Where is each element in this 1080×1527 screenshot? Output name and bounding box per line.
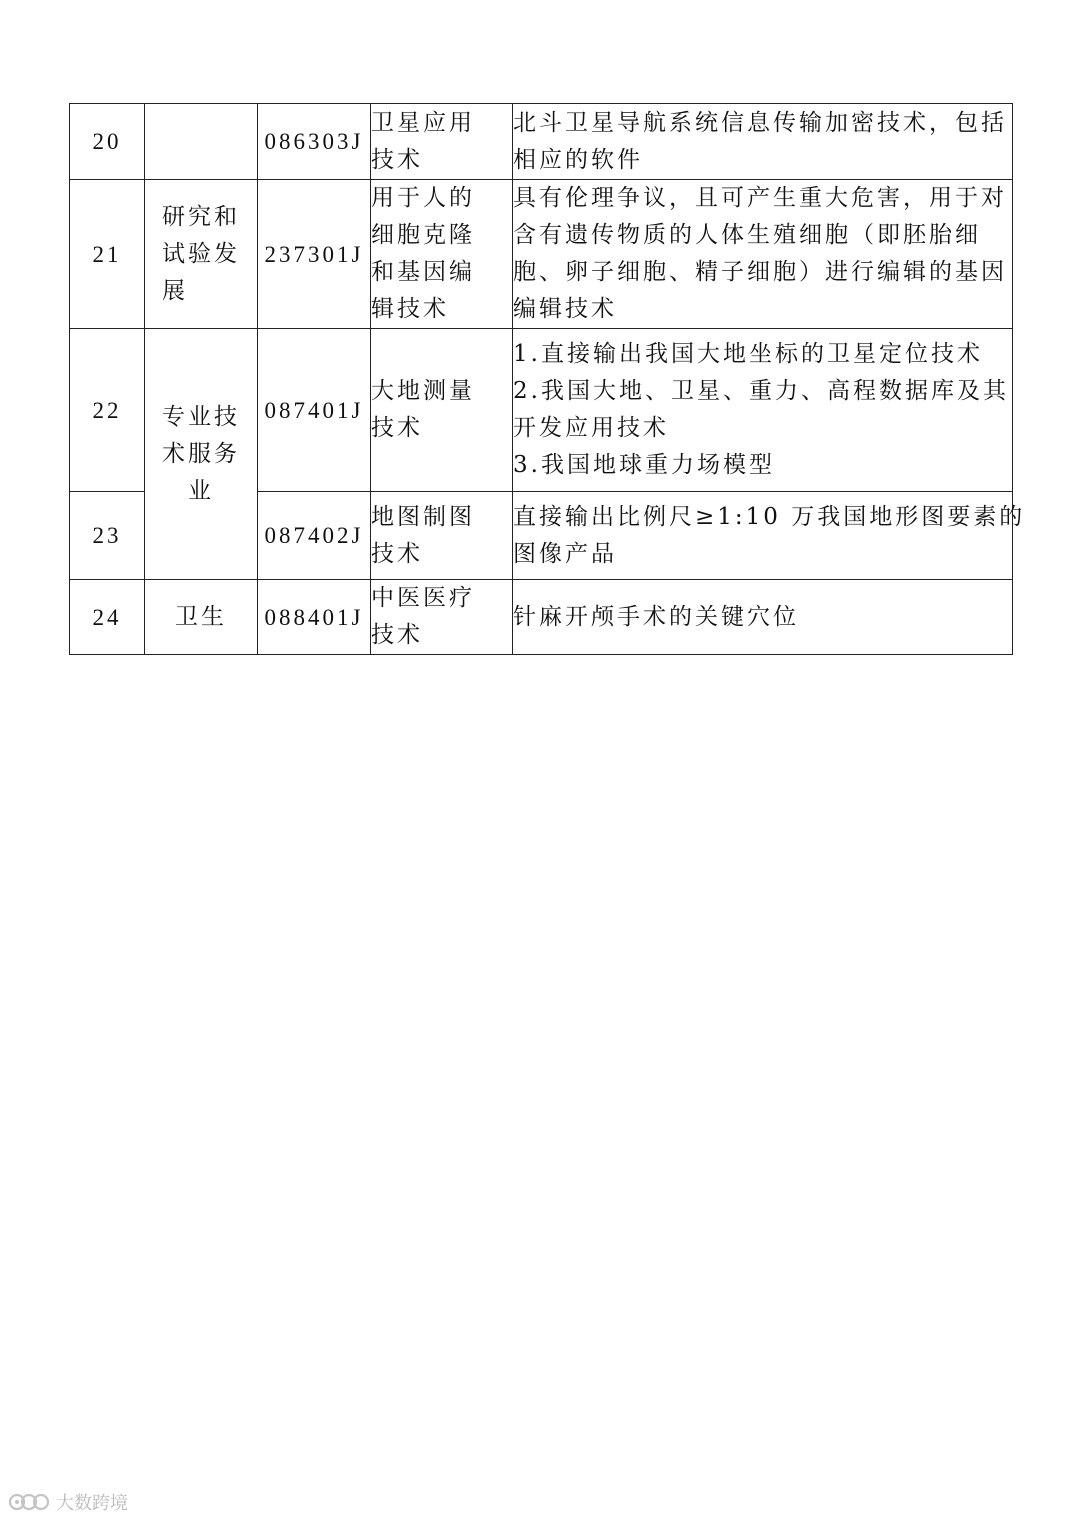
tech-name-line: 辑技术 <box>371 296 449 322</box>
industry-line: 研究和 <box>162 203 240 230</box>
tech-name-line: 中医医疗 <box>371 585 475 611</box>
industry-cell <box>145 580 258 655</box>
description-line: 相应的软件 <box>513 146 643 173</box>
tech-name <box>371 104 513 180</box>
description-line: 开发应用技术 <box>513 415 669 441</box>
tech-name-line: 技术 <box>371 146 423 173</box>
tech-description <box>513 580 1013 655</box>
tech-name-line: 和基因编 <box>371 259 475 285</box>
table-row <box>70 104 1013 180</box>
description-line: 含有遗传物质的人体生殖细胞（即胚胎细 <box>513 222 981 248</box>
watermark-text: 大数跨境 <box>56 1493 128 1514</box>
tech-description <box>513 104 1013 180</box>
tech-code: 087401J <box>258 329 371 492</box>
row-number: 23 <box>70 492 145 580</box>
row-number: 24 <box>70 580 145 655</box>
tech-name-line: 卫星应用 <box>371 109 475 136</box>
tech-code: 088401J <box>258 580 371 655</box>
industry-cell <box>145 104 258 180</box>
industry-cell <box>145 329 258 580</box>
description-line: 3.我国地球重力场模型 <box>513 452 775 478</box>
tech-name-line: 用于人的 <box>371 185 475 211</box>
tech-code: 086303J <box>258 104 371 180</box>
tech-name <box>371 580 513 655</box>
description-line: 北斗卫星导航系统信息传输加密技术，包括 <box>513 109 1007 136</box>
tech-description <box>513 492 1026 580</box>
table-row <box>70 329 1013 492</box>
watermark <box>8 1488 148 1516</box>
description-line: 直接输出比例尺≥1:10 万我国地形图要素的 <box>513 503 1026 530</box>
description-line: 1.直接输出我国大地坐标的卫星定位技术 <box>513 341 983 367</box>
tech-code: 237301J <box>258 180 371 329</box>
industry-line: 业 <box>188 477 214 504</box>
industry-line: 试验发 <box>162 240 240 267</box>
description-line: 胞、卵子细胞、精子细胞）进行编辑的基因 <box>513 259 1007 285</box>
watermark-logo-icon <box>8 1490 52 1514</box>
technology-table <box>69 103 1026 655</box>
tech-description <box>513 180 1013 329</box>
description-line: 编辑技术 <box>513 296 617 322</box>
tech-name-line: 技术 <box>371 415 423 441</box>
industry-line: 展 <box>162 277 188 304</box>
tech-name-line: 地图制图 <box>371 503 475 530</box>
tech-name-line: 细胞克隆 <box>371 222 475 248</box>
description-line: 针麻开颅手术的关键穴位 <box>513 603 799 630</box>
table-row <box>70 580 1013 655</box>
tech-name-line: 技术 <box>371 540 423 567</box>
description-line: 图像产品 <box>513 540 617 567</box>
industry-line: 术服务 <box>162 440 240 467</box>
tech-name <box>371 492 513 580</box>
row-number: 21 <box>70 180 145 329</box>
row-number: 22 <box>70 329 145 492</box>
tech-description <box>513 329 1013 492</box>
description-line: 2.我国大地、卫星、重力、高程数据库及其 <box>513 378 1009 404</box>
description-line: 具有伦理争议，且可产生重大危害，用于对 <box>513 185 1007 211</box>
industry-cell <box>145 180 258 329</box>
tech-name <box>371 329 513 492</box>
tech-code: 087402J <box>258 492 371 580</box>
row-number: 20 <box>70 104 145 180</box>
tech-name-line: 大地测量 <box>371 378 475 404</box>
industry-line: 卫生 <box>175 603 227 630</box>
industry-line: 专业技 <box>162 403 240 430</box>
tech-name-line: 技术 <box>371 622 423 648</box>
table-row <box>70 180 1013 329</box>
tech-name <box>371 180 513 329</box>
